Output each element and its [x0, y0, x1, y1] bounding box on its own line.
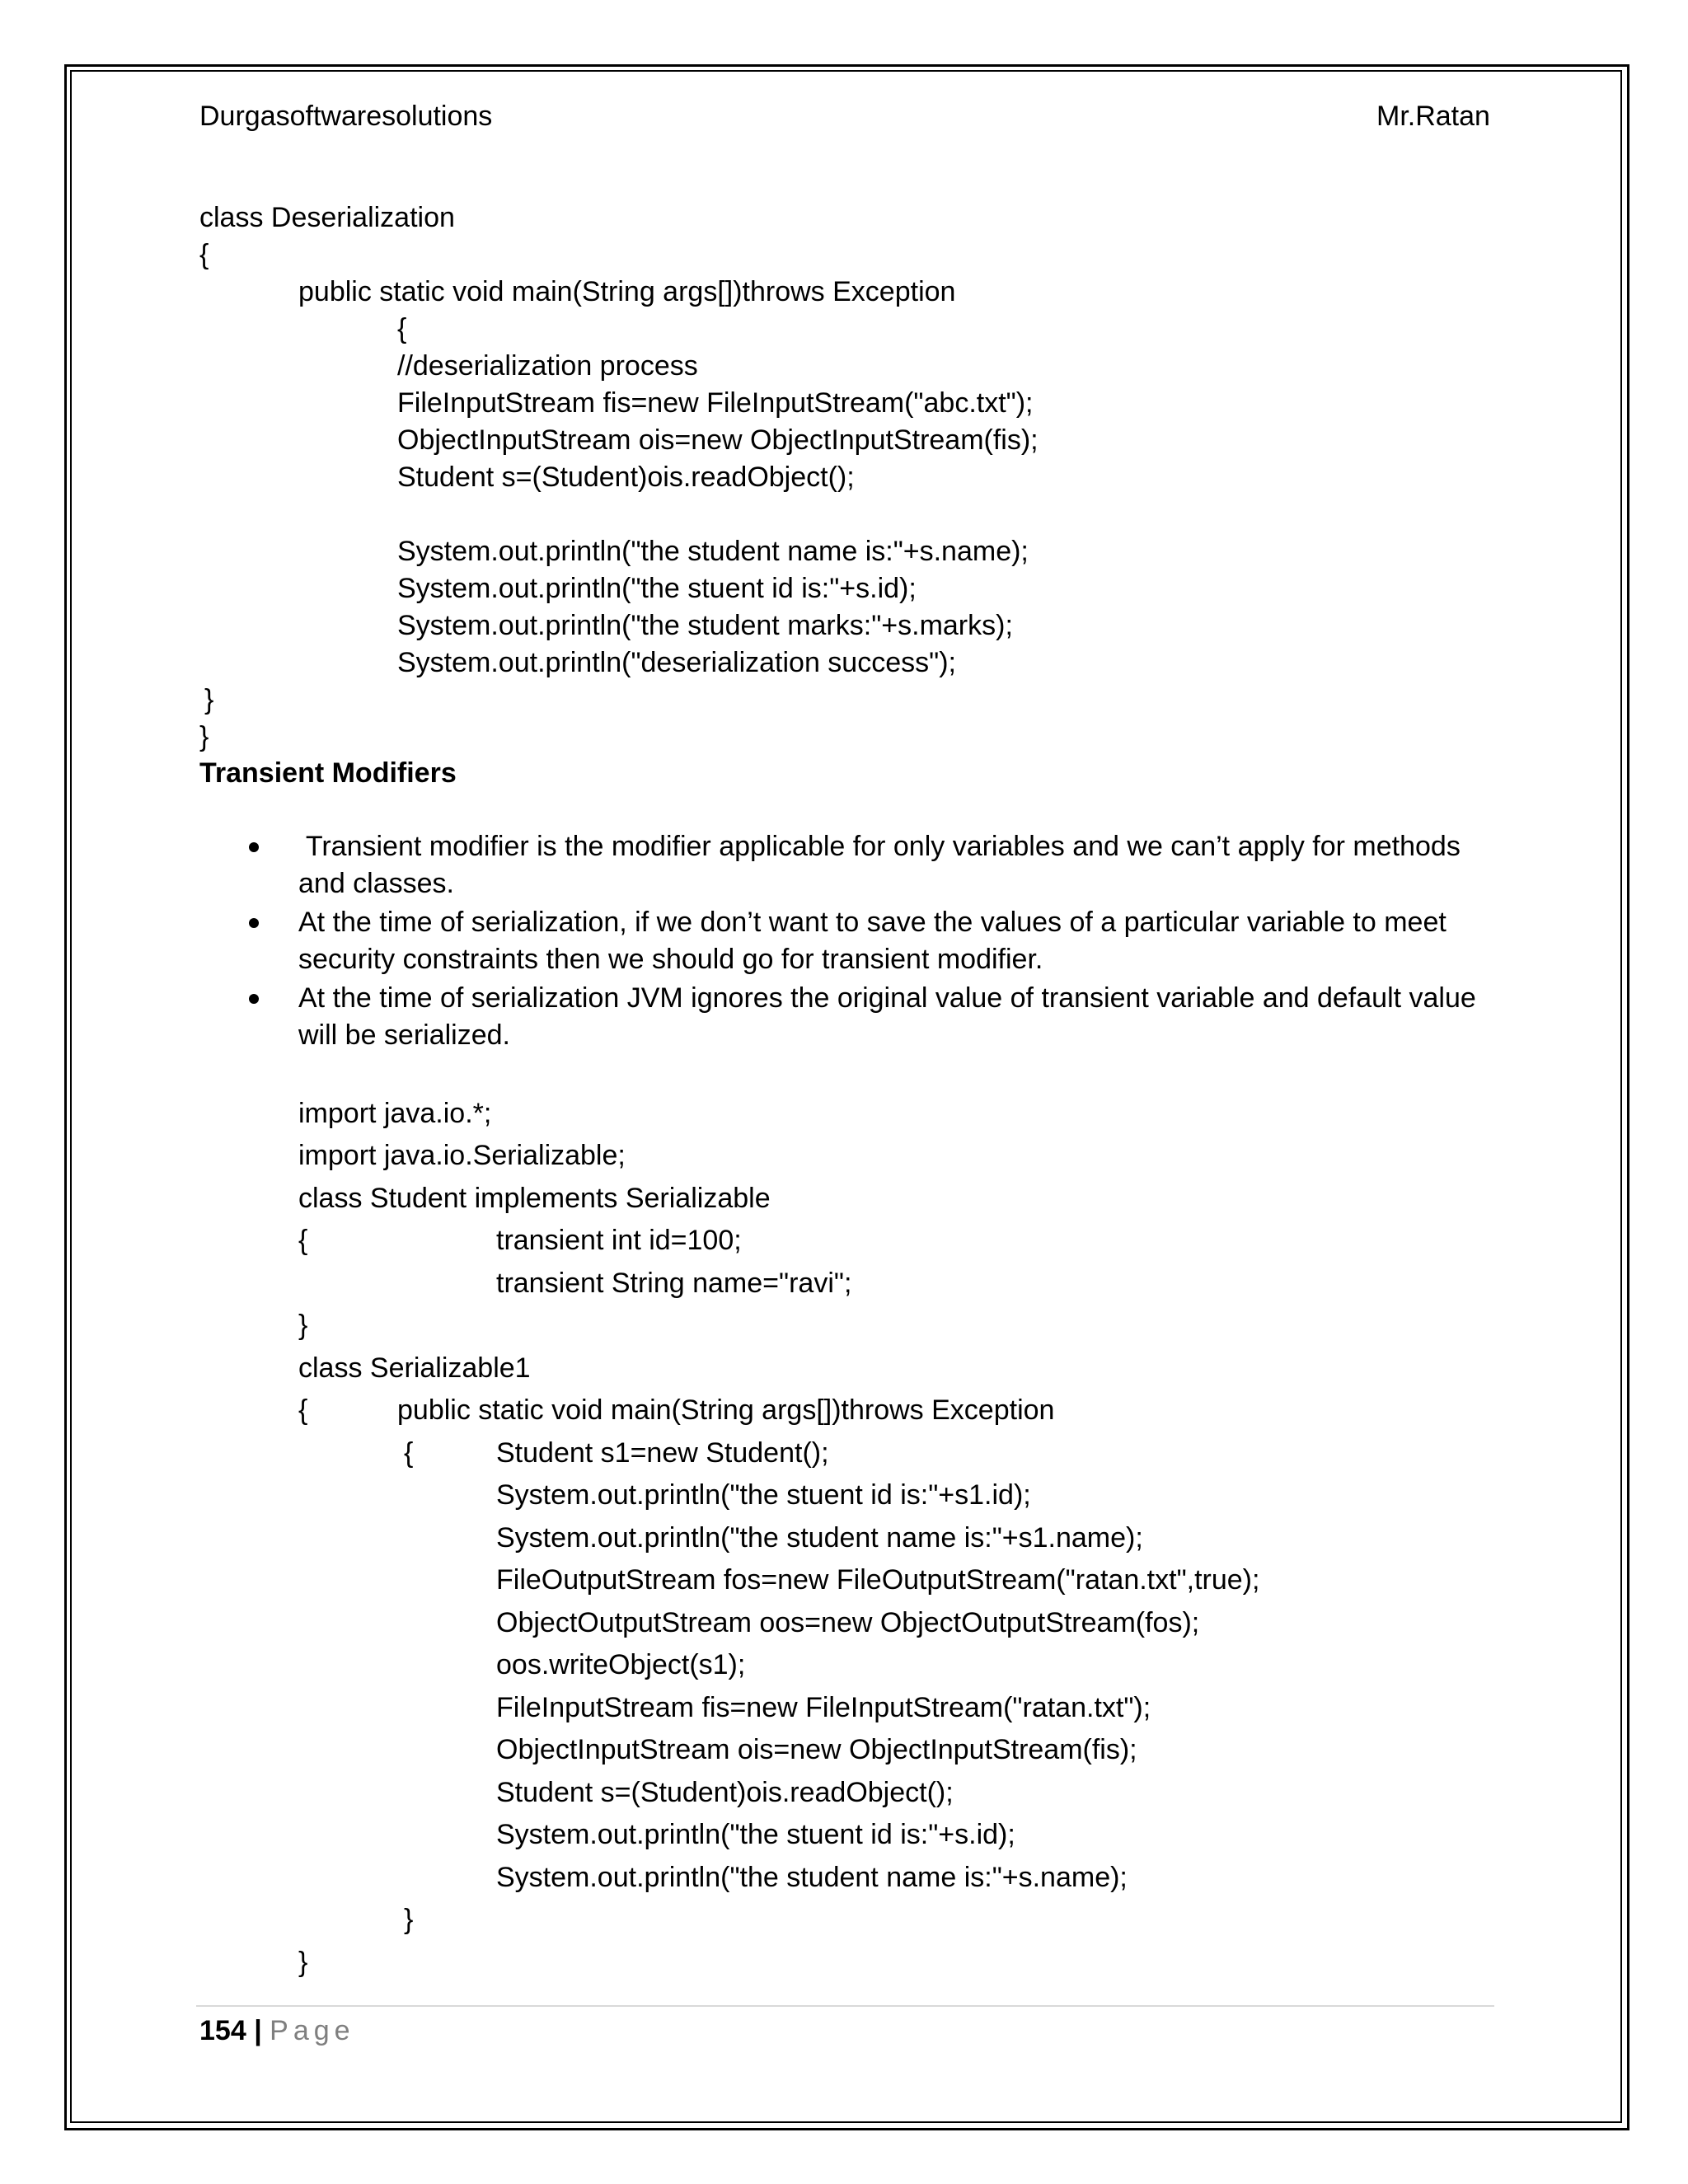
code2-line: class Serializable1 [298, 1352, 531, 1384]
code2-line: System.out.println("the student name is:"+s1.name); [496, 1522, 1143, 1554]
bullet-icon [249, 842, 259, 852]
bullet-text: Transient modifier is the modifier applicable for only variables and we can’t apply for methods [298, 831, 1461, 862]
code2-line: { [298, 1225, 308, 1256]
code2-line: transient String name="ravi"; [496, 1268, 852, 1299]
code2-line: Student s=(Student)ois.readObject(); [496, 1777, 954, 1808]
code2-line: } [404, 1904, 414, 1935]
code2-line: transient int id=100; [496, 1225, 742, 1256]
code1-line: } [204, 684, 214, 715]
code2-line: public static void main(String args[])throws Exception [397, 1394, 1055, 1426]
code2-line: } [298, 1947, 308, 1978]
page-label: Page [270, 2015, 355, 2046]
code2-line: import java.io.*; [298, 1098, 492, 1129]
code1-line: { [199, 239, 209, 270]
header-right: Mr.Ratan [1376, 101, 1490, 132]
bullet-text: security constraints then we should go for transient modifier. [298, 944, 1043, 975]
code2-line: import java.io.Serializable; [298, 1140, 626, 1171]
code2-line: FileInputStream fis=new FileInputStream("ratan.txt"); [496, 1692, 1151, 1723]
bullet-text: will be serialized. [298, 1019, 510, 1051]
code2-line: { [298, 1394, 308, 1426]
code1-line: class Deserialization [199, 202, 455, 233]
code1-line: { [397, 313, 407, 344]
code1-line: //deserialization process [397, 350, 698, 382]
page-footer [199, 2014, 355, 2047]
code1-line: System.out.println("deserialization success"); [397, 647, 956, 678]
bullet-icon [249, 994, 259, 1004]
code1-line: } [199, 721, 209, 752]
code2-line: { [404, 1437, 414, 1469]
code1-line: FileInputStream fis=new FileInputStream("abc.txt"); [397, 387, 1034, 419]
page-separator: | [254, 2015, 262, 2046]
code1-line: Student s=(Student)ois.readObject(); [397, 462, 855, 493]
code2-line: class Student implements Serializable [298, 1183, 771, 1214]
code2-line: } [298, 1310, 308, 1341]
bullet-icon [249, 918, 259, 928]
code2-line: FileOutputStream fos=new FileOutputStream("ratan.txt",true); [496, 1564, 1260, 1596]
bullet-text: At the time of serialization, if we don’t want to save the values of a particular variable to meet [298, 907, 1447, 938]
code1-line: System.out.println("the student name is:"+s.name); [397, 536, 1029, 567]
code1-line: System.out.println("the stuent id is:"+s.id); [397, 573, 917, 604]
header-left: Durgasoftwaresolutions [199, 101, 493, 132]
code1-line: ObjectInputStream ois=new ObjectInputStream(fis); [397, 424, 1039, 456]
code2-line: oos.writeObject(s1); [496, 1649, 746, 1680]
code2-line: Student s1=new Student(); [496, 1437, 829, 1469]
code2-line: System.out.println("the student name is:"+s.name); [496, 1862, 1128, 1893]
code1-line: System.out.println("the student marks:"+s.marks); [397, 610, 1013, 641]
bullet-text: At the time of serialization JVM ignores the original value of transient variable and default value [298, 982, 1476, 1014]
footer-rule [196, 2005, 1494, 2007]
code2-line: ObjectInputStream ois=new ObjectInputStream(fis); [496, 1734, 1137, 1765]
bullet-text: and classes. [298, 868, 454, 899]
code2-line: System.out.println("the stuent id is:"+s1.id); [496, 1479, 1031, 1511]
code1-line: public static void main(String args[])throws Exception [298, 276, 956, 307]
code2-line: System.out.println("the stuent id is:"+s.id); [496, 1819, 1015, 1850]
code2-line: ObjectOutputStream oos=new ObjectOutputStream(fos); [496, 1607, 1200, 1638]
section-heading: Transient Modifiers [199, 757, 457, 789]
page-number: 154 [199, 2015, 246, 2046]
